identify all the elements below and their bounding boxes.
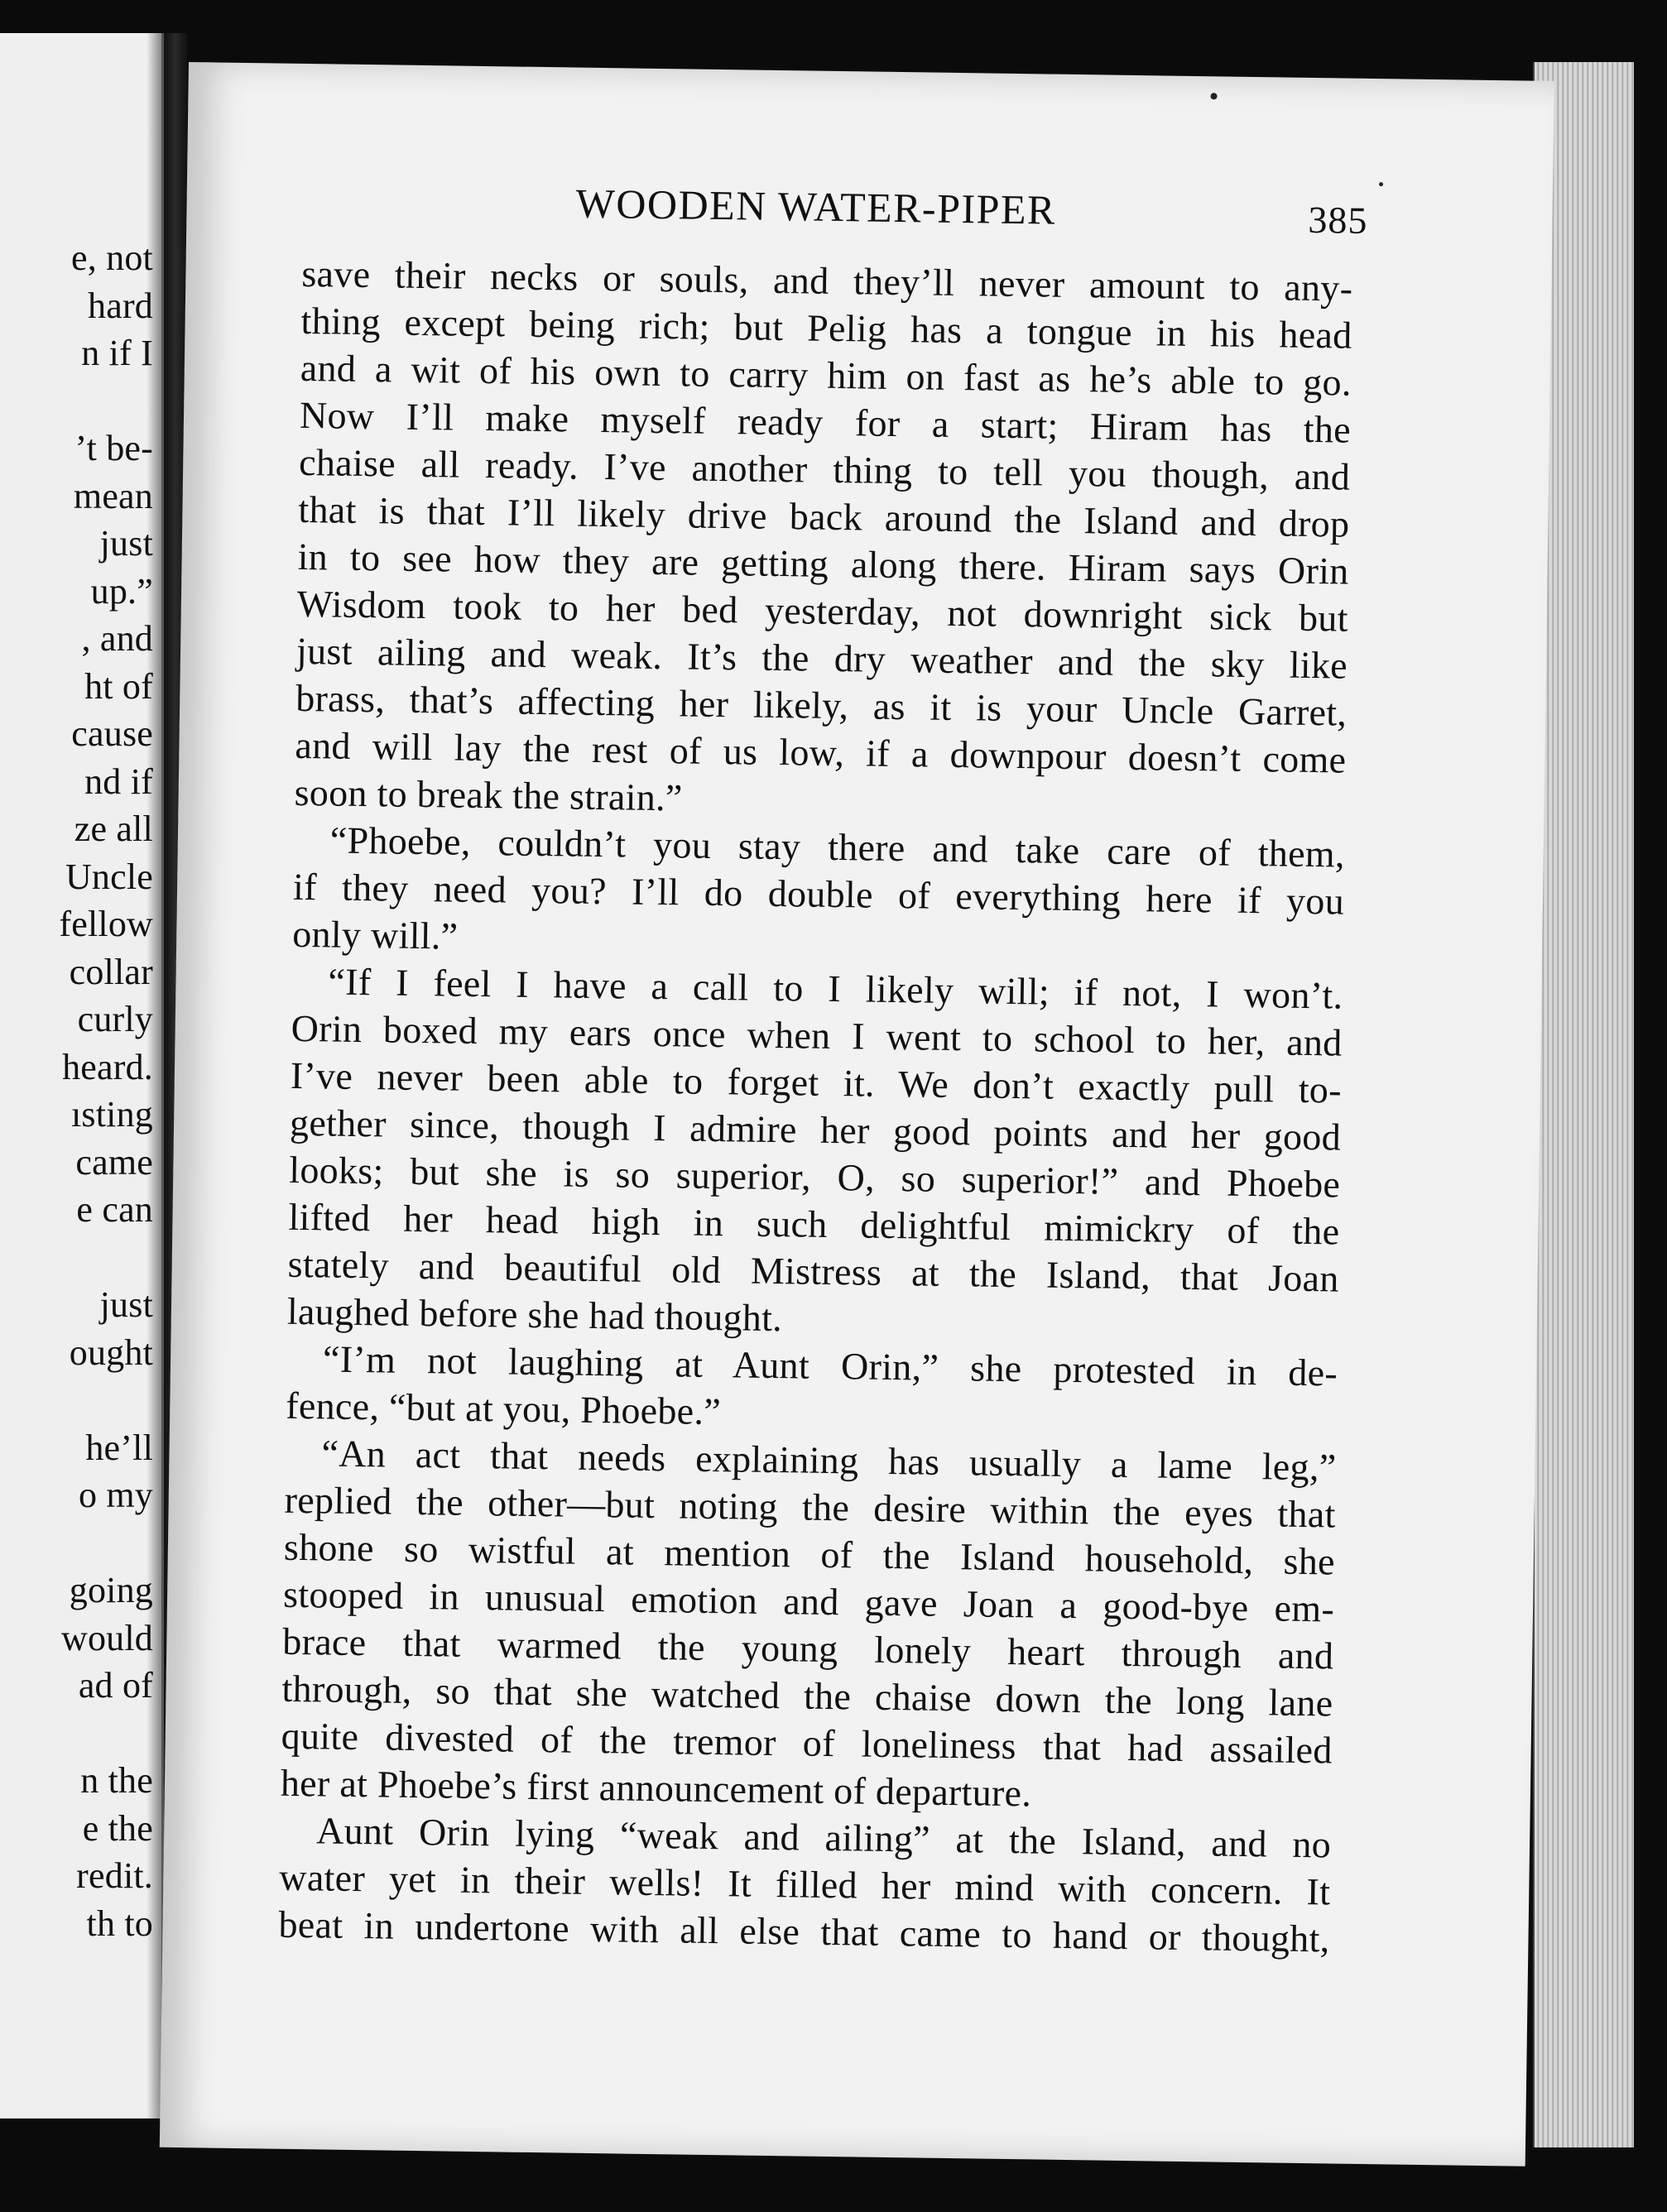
text-line: shone so wistful at mention of the Island household, she: [283, 1525, 1336, 1583]
left-text-fragment: curly: [77, 999, 153, 1039]
text-line: just ailing and weak. It’s the dry weather and the sky like: [295, 629, 1348, 687]
text-line: only will.”: [291, 912, 459, 957]
text-line: her at Phoebe’s first announcement of departure.: [280, 1761, 1032, 1815]
left-text-fragment: just: [99, 1284, 153, 1325]
ink-speck: [1379, 182, 1383, 186]
left-text-fragment: e the: [82, 1807, 153, 1849]
text-line: save their necks or souls, and they’ll never amount to any-: [301, 252, 1353, 309]
ink-speck: [1210, 93, 1217, 99]
text-line: Orin boxed my ears once when I went to school to her, and: [291, 1006, 1343, 1064]
text-line: soon to break the strain.”: [294, 770, 683, 819]
text-line: Wisdom took to her bed yesterday, not downright sick but: [296, 582, 1349, 640]
text-line: water yet in their wells! It filled her mind with concern. It: [279, 1855, 1331, 1913]
left-text-fragment: up.”: [90, 570, 153, 612]
text-line: chaise all ready. I’ve another thing to tell you though, and: [298, 440, 1351, 498]
text-line: thing except being rich; but Pelig has a tongue in his head: [300, 299, 1352, 357]
text-line: lifted her head high in such delightful mimickry of the: [288, 1195, 1340, 1253]
left-text-fragment: going: [69, 1570, 153, 1610]
text-line: “An act that needs explaining has usually a lame leg,”: [321, 1432, 1337, 1489]
text-line: gether since, though I admire her good points and her good: [289, 1101, 1342, 1159]
left-text-fragment: , and: [81, 618, 153, 659]
text-line: quite divested of the tremor of loneliness that had assailed: [281, 1714, 1333, 1772]
left-text-fragment: Uncle: [65, 856, 153, 897]
text-line: Now I’ll make myself ready for a start; Hiram has the: [299, 393, 1352, 451]
left-text-fragment: came: [75, 1141, 153, 1183]
left-text-fragment: n the: [80, 1760, 153, 1801]
page-number: 385: [1308, 198, 1368, 242]
text-line: brace that warmed the young lonely heart through and: [282, 1619, 1334, 1677]
left-text-fragment: ad of: [78, 1665, 153, 1706]
left-text-fragment: n if I: [81, 333, 153, 373]
text-line: beat in undertone with all else that came to hand or thought,: [278, 1903, 1330, 1960]
text-line: stately and beautiful old Mistress at the Island, that Joan: [287, 1242, 1339, 1300]
left-text-fragment: redit.: [76, 1855, 153, 1896]
text-line: Aunt Orin lying “weak and ailing” at the Island, and no: [315, 1809, 1332, 1866]
left-text-fragment: would: [61, 1617, 153, 1658]
left-text-fragment: e, not: [71, 238, 153, 278]
text-line: laughed before she had thought.: [286, 1289, 783, 1340]
left-text-fragment: mean: [73, 475, 153, 516]
text-line: that is that I’ll likely drive back around the Island and drop: [298, 487, 1350, 545]
left-text-fragment: th to: [86, 1903, 153, 1944]
text-line: “I’m not laughing at Aunt Orin,” she protested in de-: [322, 1337, 1338, 1394]
text-line: if they need you? I’ll do double of everything here if you: [292, 865, 1345, 923]
text-line: “If I feel I have a call to I likely will; if not, I won’t.: [328, 960, 1343, 1017]
body-text: [278, 250, 1353, 1963]
left-text-fragment: collar: [69, 951, 153, 992]
left-text-fragment: cause: [71, 713, 153, 754]
left-text-fragment: e can: [76, 1189, 153, 1230]
running-head: WOODEN WATER-PIPER: [575, 180, 1057, 233]
text-line: in to see how they are getting along there. Hiram says Orin: [297, 535, 1349, 593]
left-text-fragment: ought: [69, 1332, 153, 1373]
text-line: I’ve never been able to forget it. We don’t exactly pull to-: [290, 1053, 1343, 1111]
left-text-fragment: heard.: [62, 1046, 153, 1087]
text-line: and will lay the rest of us low, if a downpour doesn’t come: [295, 723, 1347, 781]
left-text-fragment: ’t be-: [74, 428, 153, 468]
text-line: looks; but she is so superior, O, so superior!” and Phoebe: [288, 1148, 1341, 1206]
text-line: and a wit of his own to carry him on fast as he’s able to go.: [300, 346, 1352, 404]
left-text-fragment: ze all: [74, 809, 153, 849]
text-line: brass, that’s affecting her likely, as it is your Uncle Garret,: [295, 676, 1348, 734]
left-text-fragment: o my: [78, 1475, 153, 1515]
text-line: replied the other—but noting the desire within the eyes that: [284, 1478, 1336, 1536]
text-line: “Phoebe, couldn’t you stay there and take care of them,: [329, 818, 1346, 876]
text-line: through, so that she watched the chaise down the long lane: [281, 1667, 1333, 1725]
left-text-fragment: ısting: [71, 1094, 153, 1135]
left-text-fragment: ht of: [84, 665, 153, 707]
left-page: [0, 33, 164, 2118]
left-text-fragment: he’ll: [85, 1427, 153, 1468]
text-line: fence, “but at you, Phoebe.”: [285, 1384, 722, 1433]
right-page: [160, 62, 1554, 2166]
left-text-fragment: fellow: [59, 904, 153, 944]
text-line: stooped in unusual emotion and gave Joan a good-bye em-: [282, 1572, 1335, 1630]
left-text-fragment: hard: [88, 285, 153, 326]
left-text-fragment: nd if: [84, 761, 153, 802]
left-text-fragment: just: [99, 523, 153, 564]
